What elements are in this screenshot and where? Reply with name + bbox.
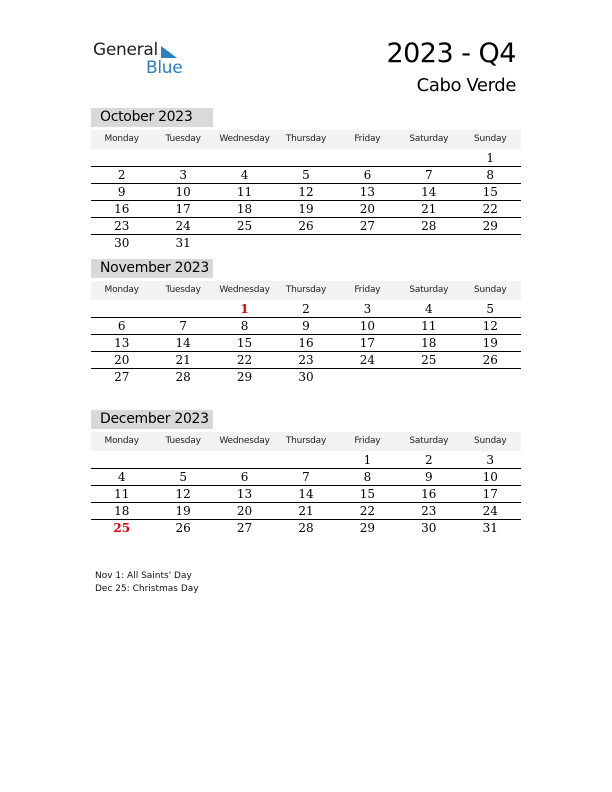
day-cell: 30 <box>298 370 314 384</box>
day-cell: 1 <box>363 453 372 467</box>
day-cell: 29 <box>236 370 253 384</box>
week-row <box>91 218 521 235</box>
day-cell: 15 <box>482 185 498 199</box>
week-row <box>91 520 521 536</box>
day-cell: 24 <box>482 504 498 518</box>
day-cell: 13 <box>236 487 253 501</box>
day-cell <box>91 452 152 468</box>
day-cell: 2 <box>302 302 310 316</box>
day-cell: 30 <box>421 521 437 535</box>
week-row <box>91 335 521 352</box>
day-cell: 23 <box>298 353 314 367</box>
month-december <box>91 410 521 536</box>
day-cell: 2 <box>425 453 433 467</box>
day-cell <box>91 150 152 166</box>
weekday-header-row <box>91 130 521 149</box>
day-cell: 1 <box>240 302 249 316</box>
day-cell: 10 <box>482 470 498 484</box>
day-cell <box>460 369 521 385</box>
month-header: November 2023 <box>91 259 213 278</box>
day-cell: 8 <box>486 168 495 182</box>
day-cell: 12 <box>298 185 314 199</box>
day-cell: 2 <box>117 168 126 182</box>
weekday-label: Wednesday <box>219 436 270 446</box>
day-cell: 10 <box>359 319 376 333</box>
day-cell: 5 <box>302 168 310 182</box>
day-cell: 5 <box>179 470 187 484</box>
day-cell: 4 <box>425 302 433 316</box>
weekday-label: Friday <box>354 436 381 446</box>
day-cell: 17 <box>175 202 191 216</box>
day-cell <box>275 150 336 166</box>
weekday-label: Monday <box>104 436 139 446</box>
day-cell: 7 <box>179 319 187 333</box>
day-cell: 8 <box>363 470 372 484</box>
weekday-label: Thursday <box>285 134 327 144</box>
weekday-label: Friday <box>354 134 381 144</box>
weekday-label: Wednesday <box>219 285 270 295</box>
day-cell: 3 <box>363 302 372 316</box>
weekday-header-row <box>91 281 521 300</box>
weekday-label: Sunday <box>474 285 507 295</box>
day-cell: 25 <box>421 353 437 367</box>
weekday-label: Tuesday <box>165 134 201 144</box>
month-october <box>91 108 521 251</box>
weekday-label: Saturday <box>409 134 449 144</box>
day-cell <box>337 235 398 251</box>
holiday-note: Nov 1: All Saints' Day <box>95 571 192 581</box>
day-cell: 13 <box>114 336 130 350</box>
day-cell: 23 <box>421 504 437 518</box>
weekday-label: Monday <box>104 285 139 295</box>
day-cell: 29 <box>359 521 376 535</box>
day-cell: 27 <box>236 521 253 535</box>
day-cell: 14 <box>298 487 314 501</box>
day-cell: 4 <box>117 470 126 484</box>
holiday-note: Dec 25: Christmas Day <box>95 584 199 594</box>
day-cell: 15 <box>236 336 253 350</box>
day-cell: 21 <box>421 202 437 216</box>
weekday-label: Sunday <box>474 436 507 446</box>
calendar-grid <box>91 150 521 251</box>
day-cell: 19 <box>482 336 498 350</box>
day-cell: 7 <box>425 168 433 182</box>
day-cell <box>152 150 213 166</box>
week-row <box>91 318 521 335</box>
day-cell: 23 <box>114 219 130 233</box>
month-header: December 2023 <box>91 410 213 429</box>
generalblue-logo <box>93 40 203 80</box>
day-cell <box>337 369 398 385</box>
day-cell: 16 <box>421 487 437 501</box>
weekday-label: Friday <box>354 285 381 295</box>
day-cell: 13 <box>359 185 376 199</box>
day-cell: 22 <box>236 353 253 367</box>
week-row <box>91 369 521 385</box>
day-cell: 28 <box>421 219 437 233</box>
week-row <box>91 486 521 503</box>
day-cell: 5 <box>486 302 495 316</box>
day-cell: 17 <box>359 336 376 350</box>
day-cell <box>91 301 152 317</box>
weekday-label: Saturday <box>409 285 449 295</box>
weekday-label: Thursday <box>285 436 327 446</box>
holiday-notes <box>95 570 199 596</box>
logo-word-general: General <box>93 40 158 60</box>
day-cell: 20 <box>114 353 130 367</box>
week-row <box>91 150 521 167</box>
page-title: 2023 - Q4 <box>386 38 516 69</box>
day-cell: 3 <box>179 168 187 182</box>
day-cell <box>214 150 275 166</box>
weekday-header-row <box>91 432 521 451</box>
day-cell: 3 <box>486 453 495 467</box>
day-cell: 16 <box>114 202 130 216</box>
day-cell: 31 <box>175 236 191 250</box>
day-cell: 22 <box>359 504 376 518</box>
day-cell: 17 <box>482 487 498 501</box>
day-cell: 9 <box>425 470 433 484</box>
day-cell: 27 <box>359 219 376 233</box>
week-row <box>91 469 521 486</box>
weekday-label: Tuesday <box>165 436 201 446</box>
day-cell: 9 <box>117 185 126 199</box>
day-cell: 12 <box>175 487 191 501</box>
day-cell: 11 <box>421 319 437 333</box>
day-cell: 12 <box>482 319 498 333</box>
day-cell: 18 <box>236 202 253 216</box>
weekday-label: Sunday <box>474 134 507 144</box>
day-cell: 22 <box>482 202 498 216</box>
day-cell: 6 <box>117 319 126 333</box>
day-cell: 18 <box>421 336 437 350</box>
day-cell: 26 <box>175 521 191 535</box>
day-cell: 7 <box>302 470 310 484</box>
week-row <box>91 503 521 520</box>
weekday-label: Tuesday <box>165 285 201 295</box>
day-cell: 8 <box>240 319 249 333</box>
day-cell: 6 <box>363 168 372 182</box>
day-cell: 11 <box>236 185 253 199</box>
day-cell: 29 <box>482 219 498 233</box>
day-cell: 21 <box>298 504 314 518</box>
day-cell: 28 <box>175 370 191 384</box>
day-cell <box>398 235 459 251</box>
day-cell <box>460 235 521 251</box>
day-cell <box>337 150 398 166</box>
day-cell: 21 <box>175 353 191 367</box>
weekday-label: Monday <box>104 134 139 144</box>
day-cell <box>275 235 336 251</box>
day-cell: 18 <box>114 504 130 518</box>
day-cell <box>398 150 459 166</box>
month-november <box>91 259 521 385</box>
day-cell: 14 <box>175 336 191 350</box>
day-cell: 10 <box>175 185 191 199</box>
month-header: October 2023 <box>91 108 213 127</box>
week-row <box>91 301 521 318</box>
day-cell: 26 <box>298 219 314 233</box>
day-cell <box>214 452 275 468</box>
day-cell: 6 <box>240 470 249 484</box>
day-cell: 30 <box>114 236 130 250</box>
day-cell: 25 <box>113 521 131 535</box>
week-row <box>91 352 521 369</box>
country-name: Cabo Verde <box>416 75 516 96</box>
logo-word-blue: Blue <box>146 58 183 78</box>
week-row <box>91 235 521 251</box>
weekday-label: Saturday <box>409 436 449 446</box>
calendar-grid <box>91 452 521 536</box>
day-cell: 20 <box>236 504 253 518</box>
day-cell: 26 <box>482 353 498 367</box>
day-cell: 4 <box>240 168 249 182</box>
day-cell <box>214 235 275 251</box>
day-cell: 24 <box>359 353 376 367</box>
week-row <box>91 184 521 201</box>
day-cell <box>398 369 459 385</box>
day-cell: 14 <box>421 185 437 199</box>
calendar-grid <box>91 301 521 385</box>
day-cell: 25 <box>236 219 253 233</box>
day-cell: 9 <box>302 319 310 333</box>
week-row <box>91 201 521 218</box>
weekday-label: Wednesday <box>219 134 270 144</box>
day-cell: 16 <box>298 336 314 350</box>
weekday-label: Thursday <box>285 285 327 295</box>
day-cell: 15 <box>359 487 376 501</box>
day-cell <box>152 301 213 317</box>
day-cell: 28 <box>298 521 314 535</box>
day-cell <box>152 452 213 468</box>
day-cell: 19 <box>175 504 191 518</box>
week-row <box>91 452 521 469</box>
week-row <box>91 167 521 184</box>
day-cell: 1 <box>486 151 495 165</box>
day-cell: 24 <box>175 219 191 233</box>
day-cell <box>275 452 336 468</box>
day-cell: 11 <box>114 487 130 501</box>
day-cell: 27 <box>114 370 130 384</box>
day-cell: 31 <box>482 521 498 535</box>
day-cell: 20 <box>359 202 376 216</box>
day-cell: 19 <box>298 202 314 216</box>
